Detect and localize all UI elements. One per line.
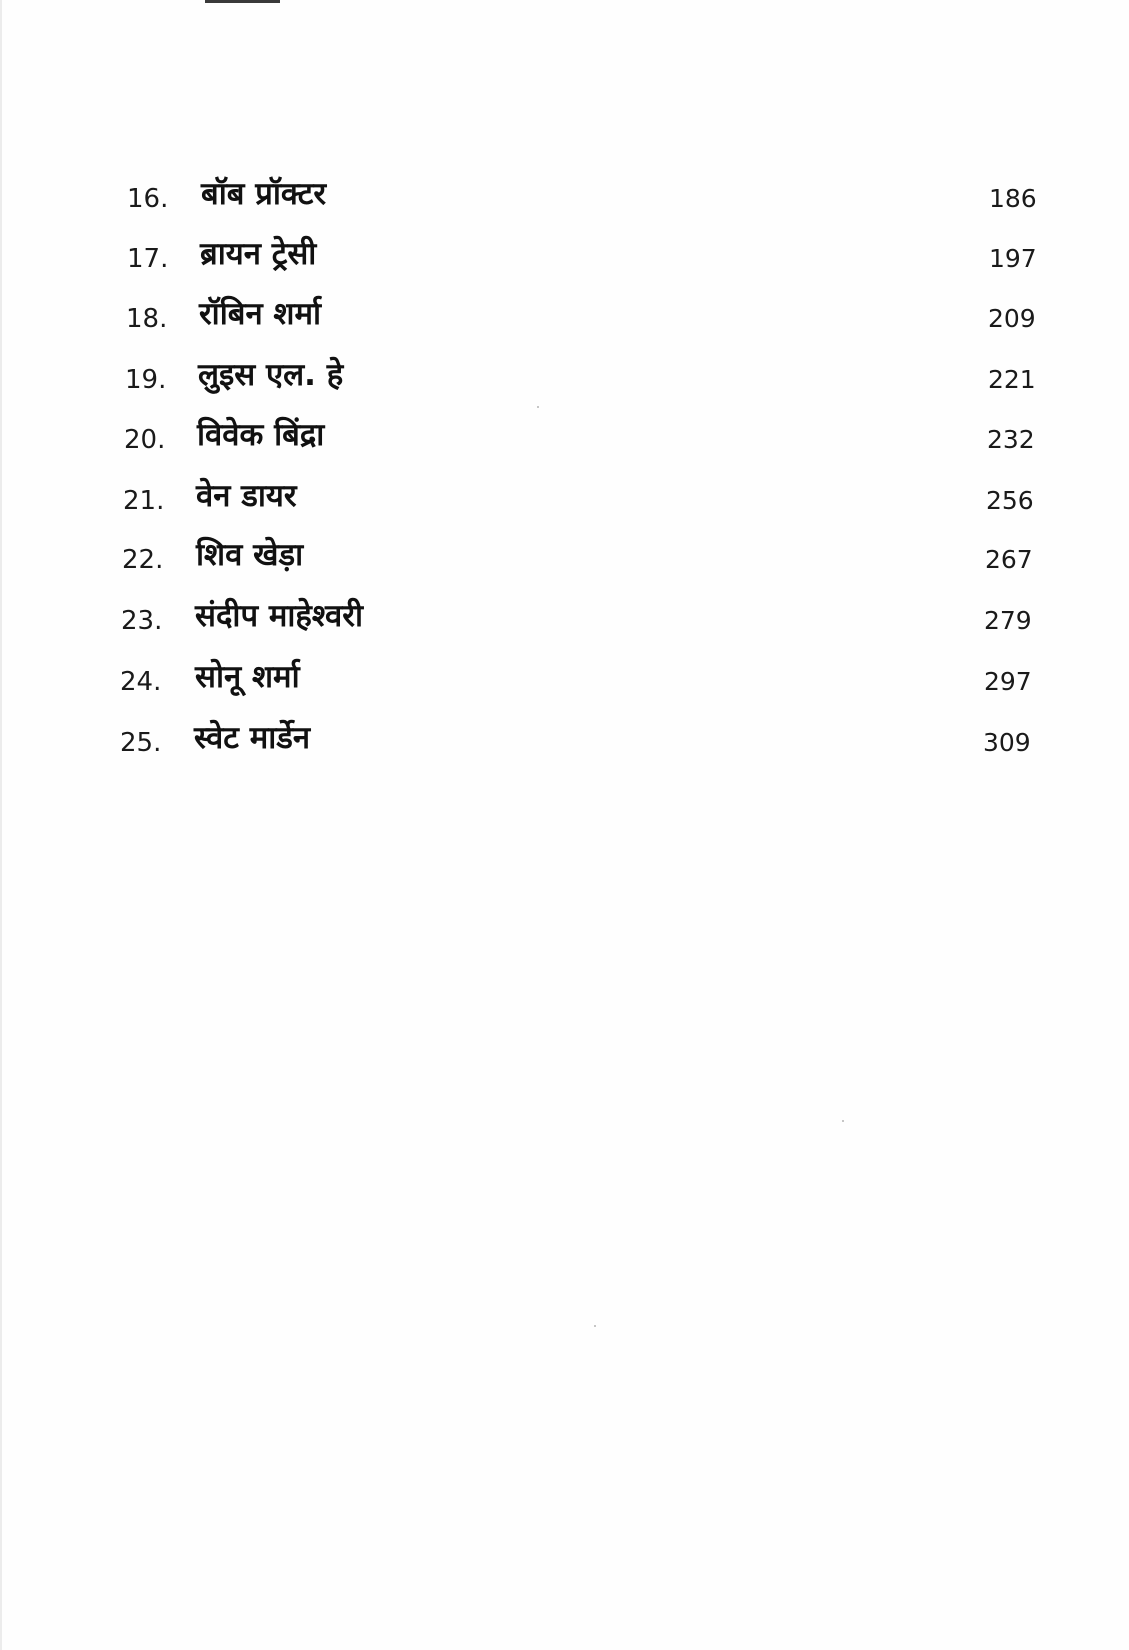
toc-entry-number: 24. — [120, 667, 162, 697]
toc-entry-page: 186 — [989, 184, 1037, 213]
toc-entry — [0, 353, 1129, 403]
toc-entry-number: 21. — [123, 486, 165, 516]
toc-entry-number: 18. — [126, 304, 168, 334]
toc-entry-page: 221 — [988, 365, 1036, 394]
toc-entry-title: सोनू शर्मा — [195, 659, 300, 695]
toc-entry — [0, 292, 1129, 342]
toc-entry — [0, 413, 1129, 463]
toc-entry-title: रॉबिन शर्मा — [199, 296, 322, 332]
toc-entry — [0, 716, 1129, 766]
toc-entry — [0, 594, 1129, 644]
toc-entry-page: 197 — [989, 244, 1037, 273]
toc-entry-number: 23. — [121, 606, 163, 636]
scan-speck — [594, 1325, 596, 1327]
toc-entry-title: बॉब प्रॉक्टर — [201, 176, 327, 212]
toc-entry-title: विवेक बिंद्रा — [197, 417, 325, 453]
toc-entry-number: 25. — [120, 728, 162, 758]
toc-entry-number: 19. — [125, 365, 167, 395]
toc-entry-title: शिव खेड़ा — [196, 537, 304, 573]
scan-edge-mark — [205, 0, 280, 3]
toc-entry — [0, 232, 1129, 282]
toc-entry-number: 17. — [127, 244, 169, 274]
toc-entry — [0, 172, 1129, 222]
scan-speck — [537, 406, 539, 408]
toc-entry-title: ब्रायन ट्रेसी — [200, 236, 317, 272]
toc-entry-number: 16. — [127, 184, 169, 214]
toc-entry — [0, 533, 1129, 583]
toc-entry-number: 20. — [124, 425, 166, 455]
toc-entry-page: 209 — [988, 304, 1036, 333]
toc-entry — [0, 474, 1129, 524]
toc-entry-title: संदीप माहेश्वरी — [195, 598, 363, 634]
toc-entry-title: लुइस एल. हे — [198, 357, 344, 393]
scan-speck — [842, 1120, 844, 1122]
toc-entry-title: वेन डायर — [196, 478, 297, 514]
toc-entry-number: 22. — [122, 545, 164, 575]
toc-entry-page: 297 — [984, 667, 1032, 696]
toc-entry-page: 256 — [986, 486, 1034, 515]
toc-entry-page: 232 — [987, 425, 1035, 454]
toc-entry-page: 309 — [983, 728, 1031, 757]
toc-entry-page: 267 — [985, 545, 1033, 574]
toc-entry — [0, 655, 1129, 705]
toc-entry-title: स्वेट मार्डेन — [194, 720, 311, 756]
toc-entry-page: 279 — [984, 606, 1032, 635]
